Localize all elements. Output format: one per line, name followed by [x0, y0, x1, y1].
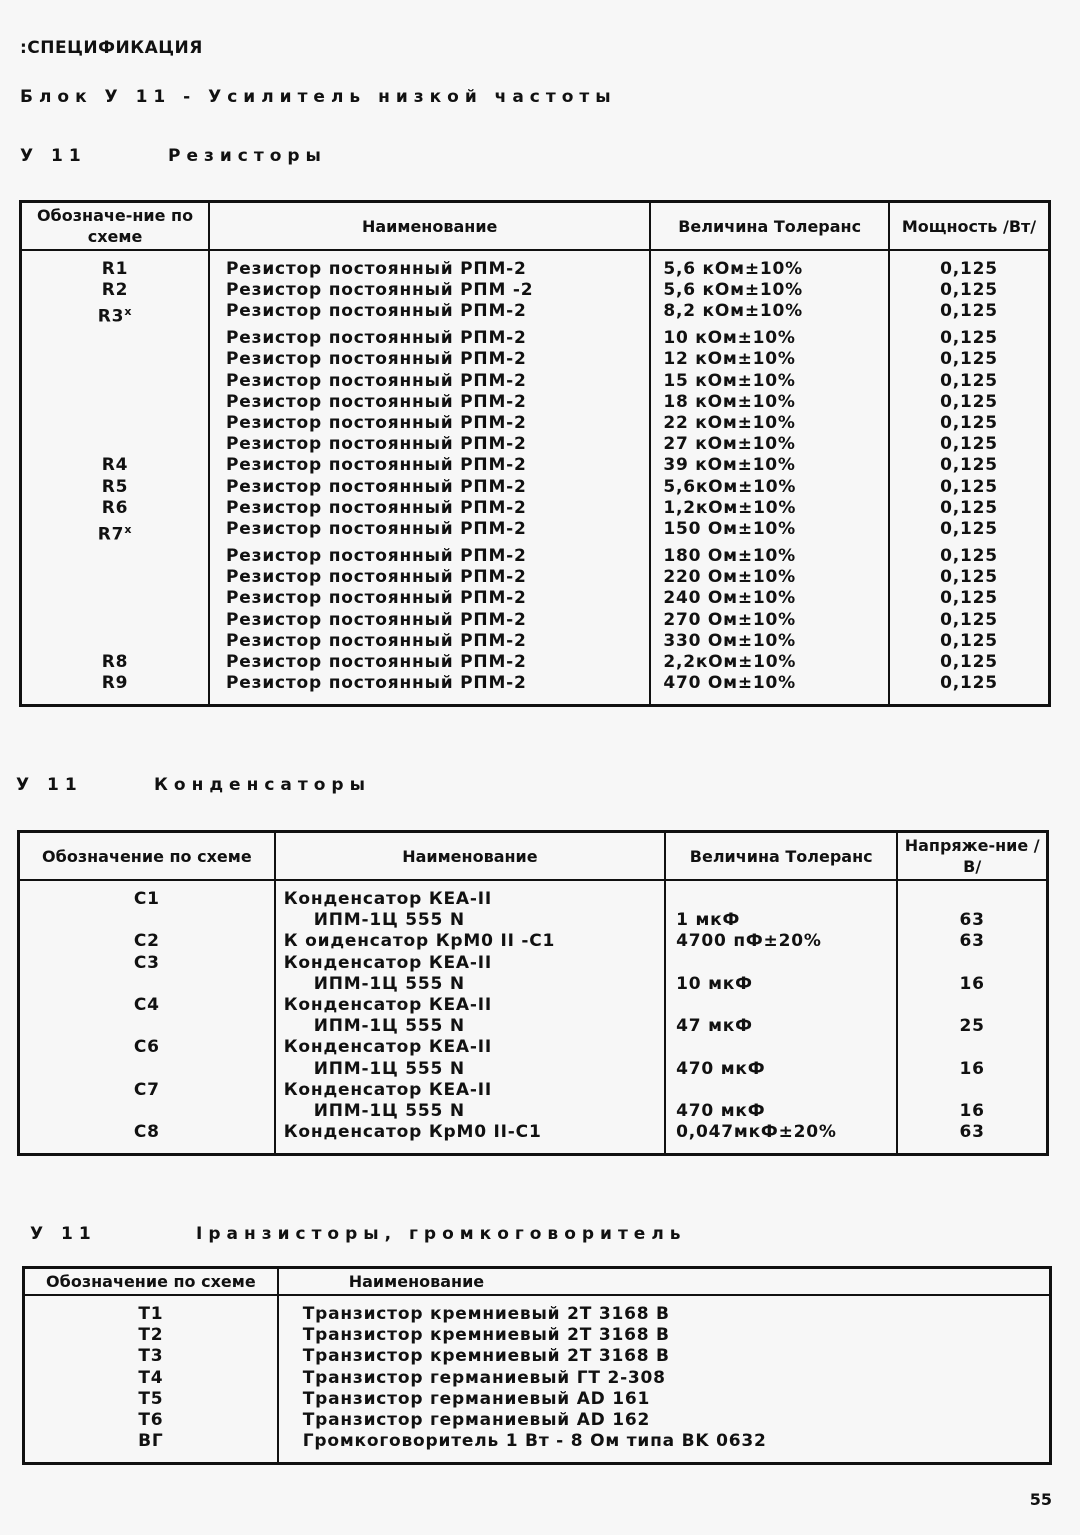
power-cell: 0,125 — [889, 301, 1049, 328]
table-row — [21, 498, 1050, 519]
designation-cell: T6 — [24, 1410, 278, 1431]
value-cell: 470 мкФ — [665, 1080, 897, 1122]
transistors-table-body — [24, 1295, 1051, 1464]
table-row — [21, 652, 1050, 673]
table-row — [21, 610, 1050, 631]
name-cell: Транзистор германиевый ГТ 2-308 — [278, 1368, 1051, 1389]
value-cell: 5,6 кОм±10% — [650, 280, 889, 301]
power-cell: 0,125 — [889, 280, 1049, 301]
capacitors-section-title — [16, 775, 371, 795]
value-cell: 4700 пФ±20% — [665, 931, 897, 952]
designation-cell: T1 — [24, 1295, 278, 1325]
value-cell: 470 мкФ — [665, 1037, 897, 1079]
value-cell: 10 мкФ — [665, 953, 897, 995]
name-cell: Резистор постоянный РПМ-2 — [209, 250, 650, 280]
value-cell: 5,6кОм±10% — [650, 477, 889, 498]
designation-cell — [21, 546, 210, 567]
name-line-1: Конденсатор КЕА-II — [283, 1037, 492, 1058]
header-voltage: Напряже-ние /В/ — [897, 832, 1047, 881]
table-row — [19, 1122, 1048, 1155]
designation-cell: T4 — [24, 1368, 278, 1389]
voltage-cell: 63 — [897, 880, 1047, 931]
voltage-cell: 63 — [897, 1122, 1047, 1155]
power-cell: 0,125 — [889, 498, 1049, 519]
table-row — [19, 1080, 1048, 1122]
section-code: У 11 — [20, 146, 87, 166]
table-row — [24, 1368, 1051, 1389]
designation-cell: T3 — [24, 1346, 278, 1367]
name-cell: Резистор постоянный РПМ-2 — [209, 477, 650, 498]
name-line-2: ИПМ-1Ц 555 N — [313, 973, 465, 994]
designation-cell — [21, 477, 210, 498]
header-name: Наименование — [278, 1268, 1051, 1296]
power-cell: 0,125 — [889, 519, 1049, 546]
value-cell: 18 кОм±10% — [650, 392, 889, 413]
section-name: Iранзисторы, громкоговоритель — [196, 1224, 687, 1244]
voltage-cell: 25 — [897, 995, 1047, 1037]
value-cell: 220 Ом±10% — [650, 567, 889, 588]
document-subtitle: Блок У 11 - Усилитель низкой частоты — [20, 87, 617, 107]
table-row — [24, 1410, 1051, 1431]
power-cell: 0,125 — [889, 546, 1049, 567]
table-row — [24, 1431, 1051, 1464]
power-cell: 0,125 — [889, 250, 1049, 280]
table-row — [19, 953, 1048, 995]
name-cell — [275, 1080, 665, 1122]
designation-cell — [21, 519, 210, 546]
name-cell — [275, 953, 665, 995]
designation-cell — [21, 610, 210, 631]
section-name: Конденсаторы — [154, 775, 371, 795]
designation: R1 — [101, 259, 129, 279]
designation-cell — [21, 652, 210, 673]
designation-cell: C3 — [19, 953, 275, 995]
resistors-table — [19, 200, 1051, 707]
designation: R3 — [97, 307, 125, 328]
name-cell — [275, 1037, 665, 1079]
table-row — [19, 995, 1048, 1037]
table-row — [21, 631, 1050, 652]
name-cell: Резистор постоянный РПМ-2 — [209, 567, 650, 588]
value-cell: 470 Ом±10% — [650, 673, 889, 706]
document-title: :СПЕЦИФИКАЦИЯ — [20, 38, 203, 58]
designation-cell: T5 — [24, 1389, 278, 1410]
name-cell: Резистор постоянный РПМ-2 — [209, 519, 650, 546]
transistors-section-title — [30, 1224, 687, 1244]
value-cell: 0,047мкФ±20% — [665, 1122, 897, 1155]
transistors-table — [22, 1266, 1052, 1465]
name-cell: Резистор постоянный РПМ-2 — [209, 588, 650, 609]
table-row — [21, 301, 1050, 328]
table-row — [21, 567, 1050, 588]
value-cell: 47 мкФ — [665, 995, 897, 1037]
designation-cell — [21, 250, 210, 280]
value-cell: 2,2кОм±10% — [650, 652, 889, 673]
name-cell — [275, 995, 665, 1037]
value-cell: 330 Ом±10% — [650, 631, 889, 652]
header-designation: Обозначение по схеме — [24, 1268, 278, 1296]
name-cell: Транзистор кремниевый 2T 3168 B — [278, 1325, 1051, 1346]
table-row — [21, 673, 1050, 706]
table-row — [24, 1295, 1051, 1325]
name-cell — [275, 1122, 665, 1155]
name-cell: Резистор постоянный РПМ-2 — [209, 631, 650, 652]
designation-cell — [21, 349, 210, 370]
power-cell: 0,125 — [889, 673, 1049, 706]
value-cell: 12 кОм±10% — [650, 349, 889, 370]
voltage-cell: 16 — [897, 953, 1047, 995]
power-cell: 0,125 — [889, 371, 1049, 392]
voltage-cell: 16 — [897, 1037, 1047, 1079]
designation-cell — [21, 567, 210, 588]
designation: R6 — [101, 497, 129, 518]
power-cell: 0,125 — [889, 631, 1049, 652]
designation: R8 — [101, 651, 129, 672]
capacitors-table — [17, 830, 1049, 1156]
table-row — [21, 413, 1050, 434]
designation-cell — [21, 631, 210, 652]
name-cell: Транзистор кремниевый 2T 3168 B — [278, 1346, 1051, 1367]
name-cell: Резистор постоянный РПМ-2 — [209, 371, 650, 392]
value-cell: 39 кОм±10% — [650, 455, 889, 476]
value-cell: 10 кОм±10% — [650, 328, 889, 349]
designation-cell: C2 — [19, 931, 275, 952]
table-row — [19, 1037, 1048, 1079]
header-designation: Обозначение по схеме — [19, 832, 275, 881]
name-cell: Резистор постоянный РПМ-2 — [209, 455, 650, 476]
name-cell: Резистор постоянный РПМ-2 — [209, 434, 650, 455]
table-row — [21, 546, 1050, 567]
table-row — [21, 392, 1050, 413]
table-row — [21, 477, 1050, 498]
table-header-row — [19, 832, 1048, 881]
table-row — [21, 250, 1050, 280]
designation-cell — [21, 673, 210, 706]
power-cell: 0,125 — [889, 392, 1049, 413]
name-cell: Транзистор кремниевый 2T 3168 B — [278, 1295, 1051, 1325]
header-designation: Обозначе-ние по схеме — [21, 202, 210, 251]
name-line-1: Конденсатор КЕА-II — [283, 995, 492, 1016]
designation-cell: C7 — [19, 1080, 275, 1122]
name-cell: Громкоговоритель 1 Вт - 8 Ом типа BK 0632 — [278, 1431, 1051, 1464]
name-cell: Резистор постоянный РПМ-2 — [209, 328, 650, 349]
resistors-table-body — [21, 250, 1050, 706]
designation-cell — [21, 434, 210, 455]
resistors-section-title — [20, 146, 327, 166]
name-cell: Резистор постоянный РПМ-2 — [209, 610, 650, 631]
value-cell: 270 Ом±10% — [650, 610, 889, 631]
name-line-2: ИПМ-1Ц 555 N — [313, 910, 465, 931]
power-cell: 0,125 — [889, 455, 1049, 476]
section-name: Резисторы — [168, 146, 327, 166]
power-cell: 0,125 — [889, 588, 1049, 609]
designation-cell: C8 — [19, 1122, 275, 1155]
designation-cell — [21, 455, 210, 476]
designation-cell — [21, 498, 210, 519]
name-cell: Резистор постоянный РПМ -2 — [209, 280, 650, 301]
designation: R5 — [101, 476, 129, 497]
name-cell: Резистор постоянный РПМ-2 — [209, 392, 650, 413]
name-cell — [275, 880, 665, 931]
power-cell: 0,125 — [889, 349, 1049, 370]
name-cell: Резистор постоянный РПМ-2 — [209, 413, 650, 434]
table-row — [24, 1325, 1051, 1346]
table-row — [21, 455, 1050, 476]
header-value: Величина Толеранс — [665, 832, 897, 881]
value-cell: 8,2 кОм±10% — [650, 301, 889, 328]
designation-cell — [21, 280, 210, 301]
designation-cell — [21, 301, 210, 328]
name-line-2: ИПМ-1Ц 555 N — [313, 1101, 465, 1122]
header-power: Мощность /Вт/ — [889, 202, 1049, 251]
designation-cell: C6 — [19, 1037, 275, 1079]
value-cell: 27 кОм±10% — [650, 434, 889, 455]
value-cell: 180 Ом±10% — [650, 546, 889, 567]
designation: R9 — [101, 673, 129, 694]
table-header-row — [24, 1268, 1051, 1296]
header-name: Наименование — [275, 832, 665, 881]
name-line-2: ИПМ-1Ц 555 N — [313, 1016, 465, 1037]
header-name: Наименование — [209, 202, 650, 251]
designation-cell: C1 — [19, 880, 275, 931]
designation-cell — [21, 588, 210, 609]
name-line-2: ИПМ-1Ц 555 N — [313, 1058, 465, 1079]
name-line-1: Конденсатор КЕА-II — [283, 1079, 492, 1100]
table-header-row — [21, 202, 1050, 251]
value-cell: 240 Ом±10% — [650, 588, 889, 609]
footnote-mark: x — [124, 523, 133, 537]
designation-cell: ВГ — [24, 1431, 278, 1464]
name-cell: Резистор постоянный РПМ-2 — [209, 673, 650, 706]
name-cell: Резистор постоянный РПМ-2 — [209, 546, 650, 567]
power-cell: 0,125 — [889, 434, 1049, 455]
designation-cell — [21, 328, 210, 349]
name-cell: Резистор постоянный РПМ-2 — [209, 652, 650, 673]
power-cell: 0,125 — [889, 477, 1049, 498]
designation: R4 — [101, 455, 129, 476]
table-row — [21, 328, 1050, 349]
designation-cell: C4 — [19, 995, 275, 1037]
voltage-cell: 16 — [897, 1080, 1047, 1122]
designation-cell — [21, 392, 210, 413]
name-line-1: Конденсатор КЕА-II — [283, 952, 492, 973]
section-code: У 11 — [30, 1224, 97, 1244]
designation: R2 — [101, 280, 129, 301]
value-cell: 1,2кОм±10% — [650, 498, 889, 519]
name-line-1: Конденсатор КрМ0 II-С1 — [283, 1122, 542, 1143]
name-cell: Резистор постоянный РПМ-2 — [209, 349, 650, 370]
table-row — [19, 880, 1048, 931]
name-cell — [275, 931, 665, 952]
header-value: Величина Толеранс — [650, 202, 889, 251]
capacitors-table-body — [19, 880, 1048, 1155]
designation: R7 — [97, 524, 125, 545]
value-cell: 22 кОм±10% — [650, 413, 889, 434]
power-cell: 0,125 — [889, 652, 1049, 673]
power-cell: 0,125 — [889, 567, 1049, 588]
table-row — [24, 1346, 1051, 1367]
designation-cell: T2 — [24, 1325, 278, 1346]
name-cell: Транзистор германиевый AD 162 — [278, 1410, 1051, 1431]
page-number: 55 — [1029, 1490, 1052, 1509]
section-code: У 11 — [16, 775, 83, 795]
table-row — [19, 931, 1048, 952]
table-row — [21, 371, 1050, 392]
power-cell: 0,125 — [889, 328, 1049, 349]
value-cell: 150 Ом±10% — [650, 519, 889, 546]
name-line-1: К оиденсатор КрМ0 II -С1 — [283, 931, 556, 952]
table-row — [21, 349, 1050, 370]
value-cell: 15 кОм±10% — [650, 371, 889, 392]
table-row — [21, 434, 1050, 455]
footnote-mark: x — [124, 305, 133, 319]
name-cell: Резистор постоянный РПМ-2 — [209, 301, 650, 328]
value-cell: 1 мкФ — [665, 880, 897, 931]
value-cell: 5,6 кОм±10% — [650, 250, 889, 280]
table-row — [21, 280, 1050, 301]
table-row — [21, 519, 1050, 546]
table-row — [24, 1389, 1051, 1410]
designation-cell — [21, 371, 210, 392]
table-row — [21, 588, 1050, 609]
name-cell: Транзистор германиевый AD 161 — [278, 1389, 1051, 1410]
voltage-cell: 63 — [897, 931, 1047, 952]
name-cell: Резистор постоянный РПМ-2 — [209, 498, 650, 519]
designation-cell — [21, 413, 210, 434]
power-cell: 0,125 — [889, 610, 1049, 631]
power-cell: 0,125 — [889, 413, 1049, 434]
name-line-1: Конденсатор КЕА-II — [283, 889, 492, 909]
